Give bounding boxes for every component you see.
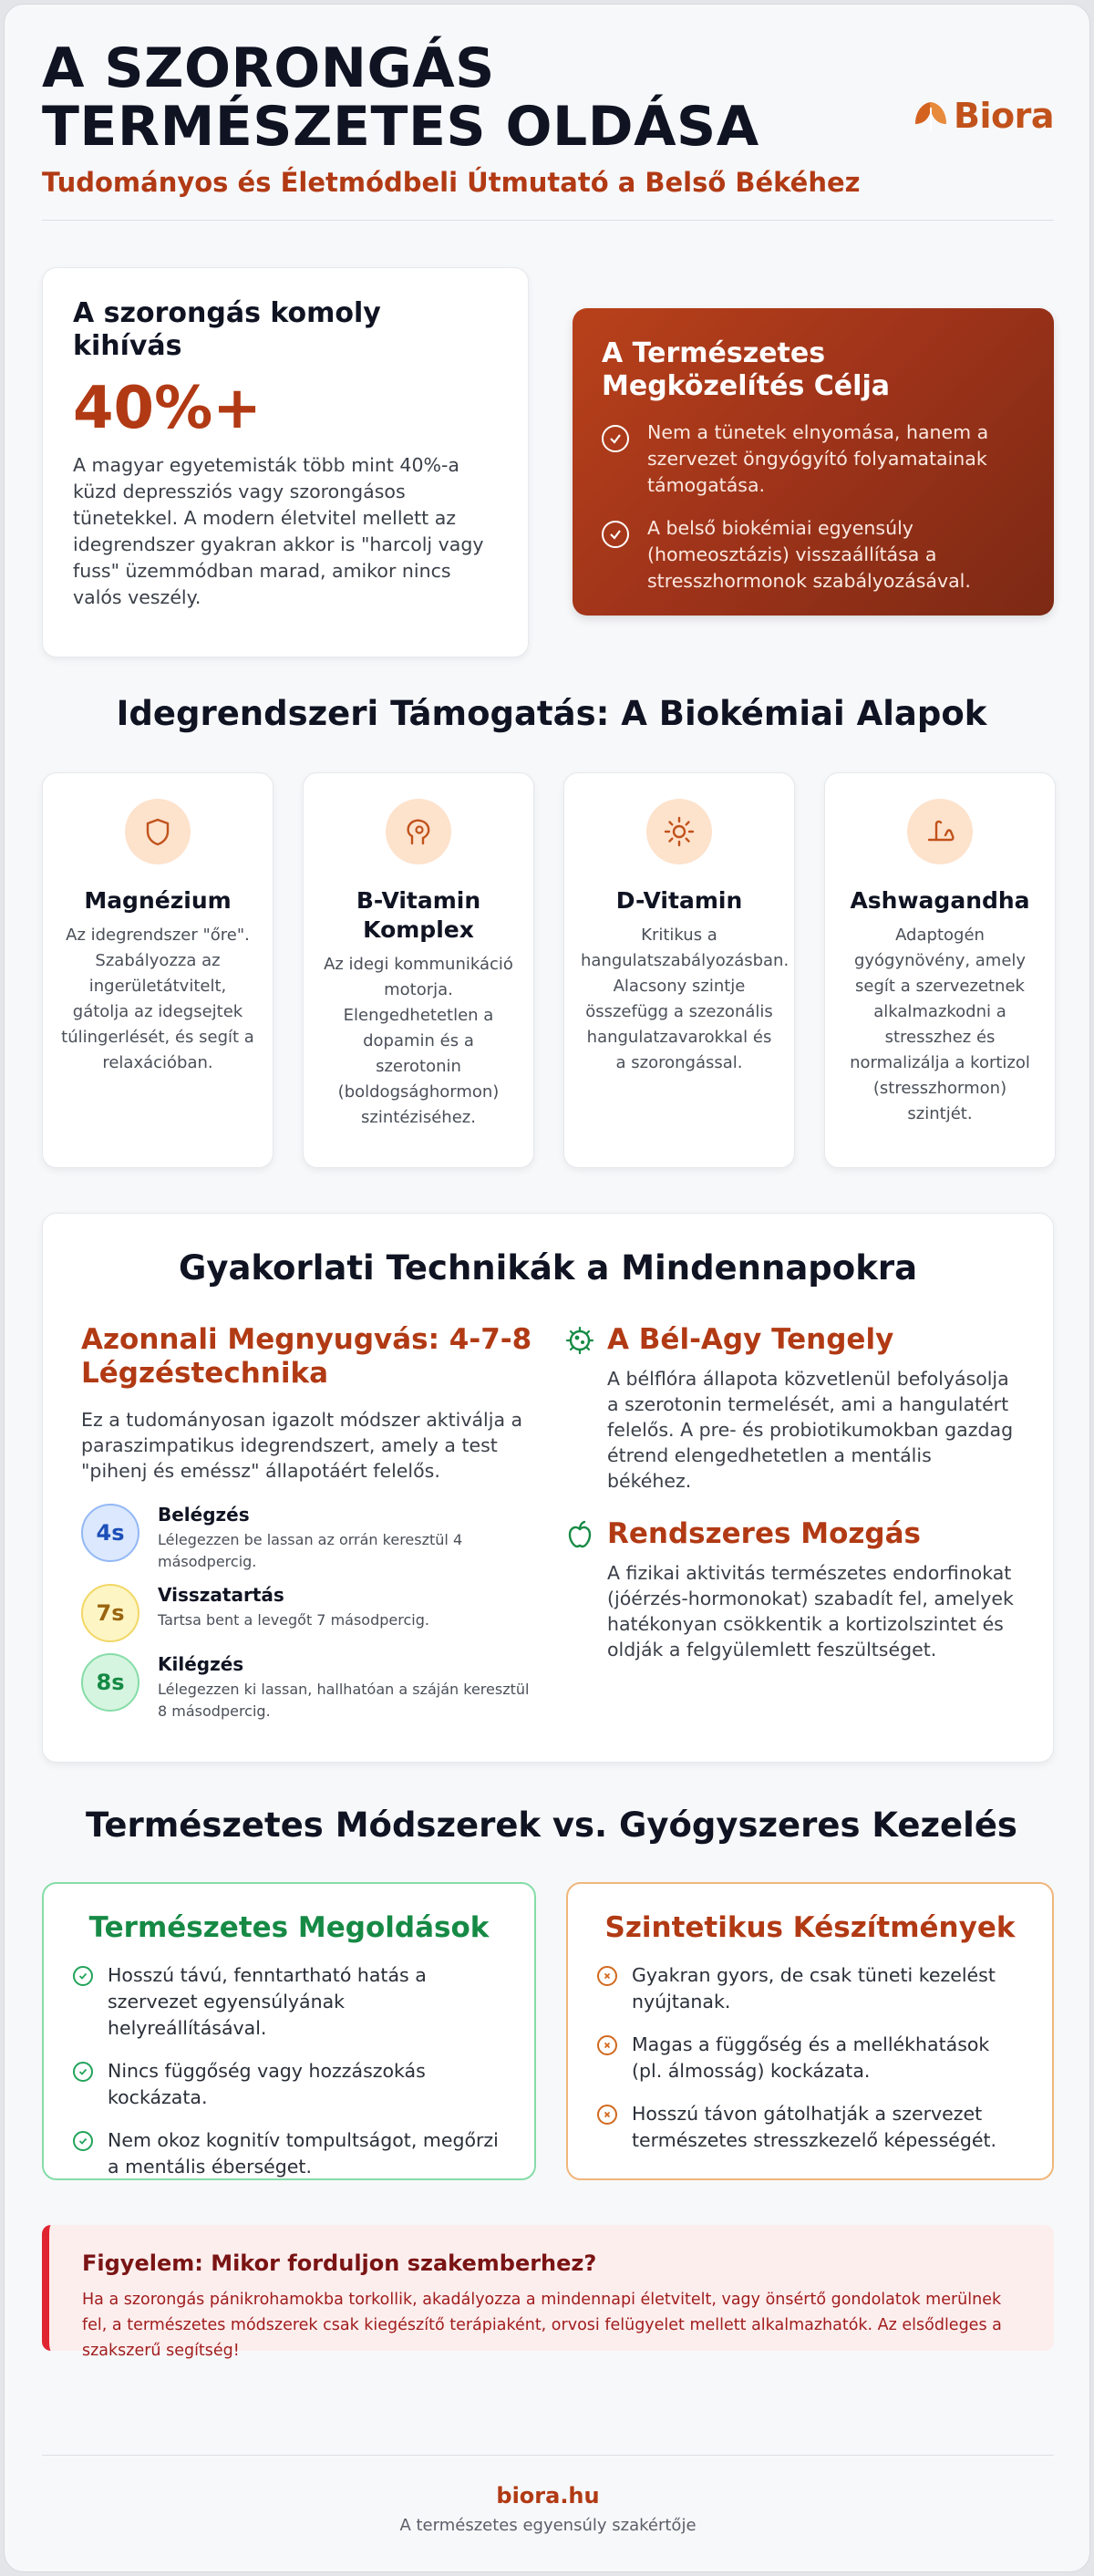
natural-solutions-card [42,1882,536,2180]
breathing-title: Azonnali Megnyugvás: 4-7-8 Légzéstechnika [81,1323,532,1390]
breath-step-inhale [81,1504,537,1573]
synthetic-item-text: Magas a függőség és a mellékhatások (pl. álmosság) kockázata. [632,2033,990,2082]
supplement-card-ashwagandha [824,772,1056,1168]
techniques-card [42,1213,1054,1763]
header [42,36,1054,198]
goal-title: A Természetes Megközelítés Célja [602,337,890,402]
goal-card [573,308,1054,616]
step-seconds-badge: 8s [81,1653,139,1712]
check-circle-icon [73,2062,93,2082]
check-circle-icon [73,2131,93,2151]
supplement-name: Ashwagandha [850,887,1030,914]
check-icon [602,425,629,452]
warning-box [42,2225,1054,2360]
synthetic-item-text: Gyakran gyors, de csak tüneti kezelést nyújtanak. [632,1964,996,2012]
natural-item [73,1962,505,2042]
synthetic-item-text: Hosszú távon gátolhatják a szervezet természetes stresszkezelő képességét. [632,2103,997,2151]
supplement-name: B-Vitamin Komplex [356,887,481,943]
goal-text: Nem a tünetek elnyomása, hanem a szervezet öngyógyító folyamatainak támogatása. [647,421,989,496]
goal-item [602,419,1025,499]
stat-title: A szorongás komoly kihívás [73,297,381,362]
supplements-heading: Idegrendszeri Támogatás: A Biokémiai Alapok [116,694,987,733]
footer-site-link[interactable]: biora.hu [496,2483,600,2509]
exercise-block [565,1517,1021,1662]
warning-text: Ha a szorongás pánikrohamokba torkollik, akadályozza a mindennapi életvitelt, vagy önsértő gondolatok merülnek fel, a természetes módszerek csak kiegészítő terápiaként, orvosi felügyelet mellett alkalmazhatók. Az elsődleges a szakszerű segítség! [82,2291,1002,2360]
sun-icon [646,799,712,864]
natural-item-text: Hosszú távú, fenntartható hatás a szervezet egyensúlyának helyreállításával. [108,1964,427,2039]
breath-step-hold [81,1584,537,1642]
stat-number: 40%+ [73,375,262,442]
techniques-heading: Gyakorlati Technikák a Mindennapokra [178,1248,918,1288]
natural-item-text: Nincs függőség vagy hozzászokás kockázata. [108,2060,426,2108]
supplement-desc: Az idegi kommunikáció motorja. Elengedhetetlen a dopamin és a szerotonin (boldogsághormon) szintéziséhez. [324,955,513,1127]
apple-icon [565,1520,594,1549]
step-desc: Lélegezzen ki lassan, hallhatóan a száján keresztül 8 másodpercig. [158,1681,530,1720]
synthetic-drugs-title: Szintetikus Készítmények [604,1911,1016,1944]
step-desc: Lélegezzen be lassan az orrán keresztül 4 másodpercig. [158,1531,463,1570]
stat-text: A magyar egyetemisták több mint 40%-a küzd depressziós vagy szorongásos tünetekkel. A modern életvitel mellett az idegrendszer gyakran akkor is "harcolj vagy fuss" üzemmódban marad, amikor nincs valós veszély. [73,454,484,608]
natural-item [73,2058,505,2111]
infographic-page [4,4,1090,2572]
brand-logo[interactable] [912,96,1054,136]
page-subtitle: Tudományos és Életmódbeli Útmutató a Belső Békéhez [42,167,861,198]
exercise-title: Rendszeres Mozgás [607,1517,921,1550]
microbe-icon [565,1326,594,1355]
stat-card [42,267,529,657]
supplement-name: D-Vitamin [615,887,743,914]
supplement-name: Magnézium [84,887,232,914]
natural-solutions-title: Természetes Megoldások [88,1911,490,1944]
goal-text: A belső biokémiai egyensúly (homeosztázis) visszaállítása a stresszhormonok szabályozásával. [647,517,971,592]
synthetic-item [597,1962,1023,2015]
supplement-desc: Adaptogén gyógynövény, amely segít a szervezetnek alkalmazkodni a stresszhez és normalizálja a kortizol (stresszhormon) szintjét. [850,926,1030,1123]
step-title: Visszatartás [158,1584,284,1606]
check-circle-icon [73,1966,93,1986]
supplement-card-d-vitamin [563,772,795,1168]
synthetic-item [597,2032,1023,2085]
comparison-heading: Természetes Módszerek vs. Gyógyszeres Kezelés [86,1805,1017,1845]
gut-brain-title: A Bél-Agy Tengely [607,1323,894,1356]
x-circle-icon [597,1966,617,1986]
synthetic-item [597,2101,1023,2154]
step-seconds-badge: 4s [81,1504,139,1562]
x-circle-icon [597,2035,617,2055]
brand-logo-text: Biora [954,96,1054,136]
step-seconds-badge: 7s [81,1584,139,1642]
breath-step-exhale [81,1653,537,1723]
gut-brain-text: A bélflóra állapota közvetlenül befolyásolja a szerotonin termelését, ami a hangulatért felelős. A pre- és probiotikumokban gazdag étrend elengedhetetlen a mentális békéhez. [607,1368,1014,1492]
leaf-logo-icon [912,97,950,135]
breathing-text: Ez a tudományosan igazolt módszer aktiválja a paraszimpatikus idegrendszert, amely a test "pihenj és eméssz" állapotáért felelős. [81,1409,523,1482]
step-title: Kilégzés [158,1653,244,1675]
synthetic-drugs-card [566,1882,1054,2180]
x-circle-icon [597,2105,617,2125]
supplement-desc: Kritikus a hangulatszabályozásban. Alacsony szintje összefügg a szezonális hangulatzavarokkal és a szorongással. [581,926,790,1072]
gut-brain-block [565,1323,1021,1494]
herb-icon [907,799,973,864]
step-desc: Tartsa bent a levegőt 7 másodpercig. [158,1611,429,1629]
supplement-card-magnesium [42,772,274,1168]
step-title: Belégzés [158,1504,250,1526]
footer-divider [42,2455,1054,2456]
footer-tagline: A természetes egyensúly szakértője [399,2516,697,2535]
supplement-card-b-vitamin [303,772,534,1168]
natural-item-text: Nem okoz kognitív tompultságot, megőrzi a mentális éberséget. [108,2129,499,2178]
natural-item [73,2127,505,2180]
exercise-text: A fizikai aktivitás természetes endorfinokat (jóérzés-hormonokat) szabadít fel, amelyek hatékonyan csökkentik a kortizolszintet és oldják a felgyülemlett feszültséget. [607,1562,1014,1660]
breathing-section [81,1323,537,1723]
supplement-desc: Az idegrendszer "őre". Szabályozza az ingerületátvitelt, gátolja az idegsejtek túlingerlését, és segít a relaxációban. [61,926,254,1072]
warning-title: Figyelem: Mikor forduljon szakemberhez? [82,2250,597,2276]
brain-icon [386,799,451,864]
shield-icon [125,799,191,864]
check-icon [602,521,629,548]
lifestyle-section [565,1323,1021,1662]
header-divider [42,220,1054,221]
goal-item [602,515,1025,595]
page-title: A SZORONGÁS TERMÉSZETES OLDÁSA [42,36,759,159]
